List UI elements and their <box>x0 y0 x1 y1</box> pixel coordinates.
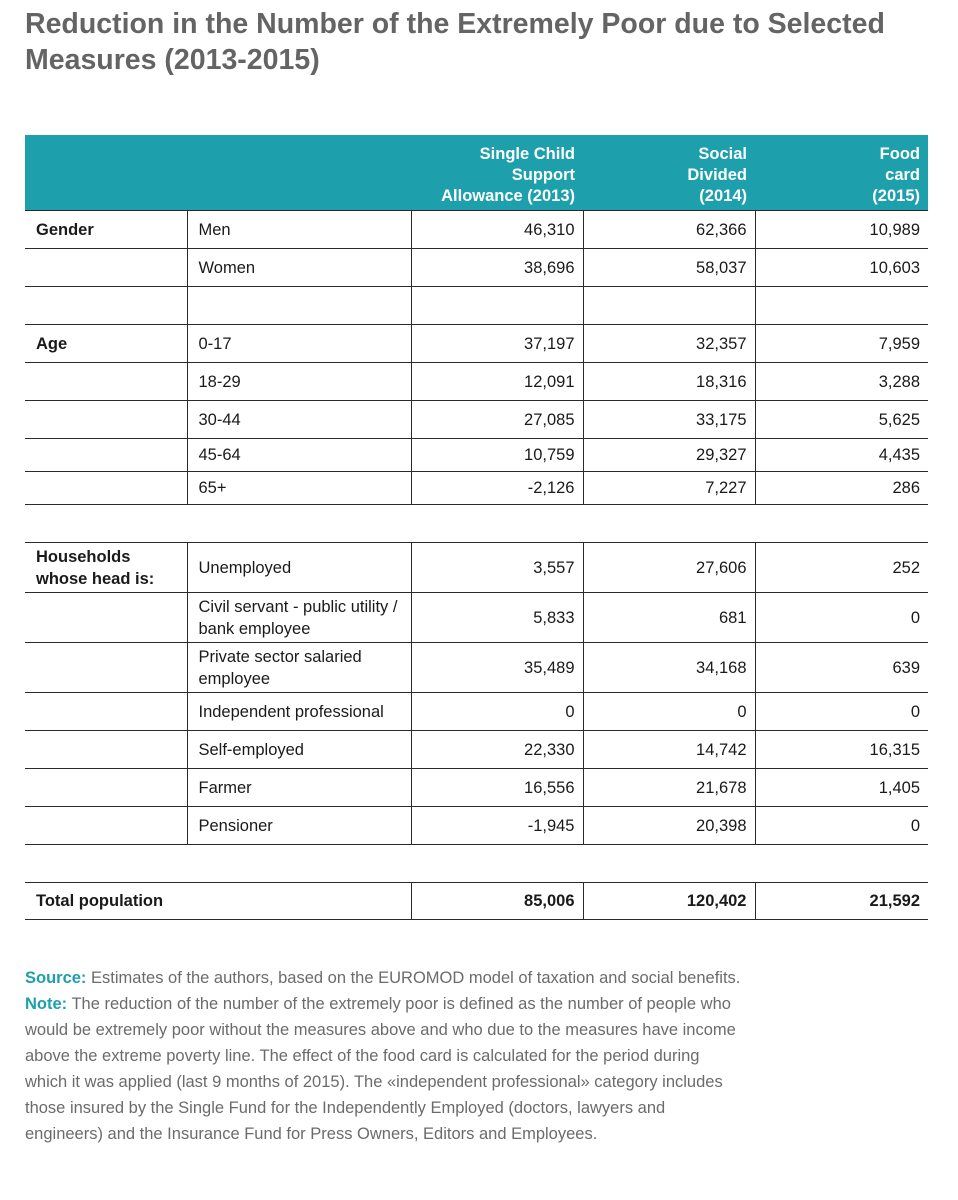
value-cell: 18,316 <box>583 363 755 401</box>
row-group <box>25 807 187 845</box>
table-row <box>25 472 928 505</box>
value-cell: 4,435 <box>755 439 928 472</box>
value-cell: 27,085 <box>411 401 583 439</box>
value-cell: 0 <box>755 807 928 845</box>
total-value: 21,592 <box>755 883 928 920</box>
section-spacer <box>25 845 928 883</box>
value-cell: 16,315 <box>755 731 928 769</box>
value-cell: 10,989 <box>755 211 928 249</box>
row-group <box>25 693 187 731</box>
value-cell: 286 <box>755 472 928 505</box>
source-text: Estimates of the authors, based on the EUROMOD model of taxation and social benefits. <box>91 969 741 987</box>
note-text: The reduction of the number of the extremely poor is defined as the number of people who would be extremely poor without the measures above and who due to the measures have income above the extreme poverty line. The effect of the food card is calculated for the period during which it was applied (last 9 months of 2015). The «independent professional» category includes those insured by the Single Fund for the Independently Employed (doctors, lawyers and engineers) and the Insurance Fund for Press Owners, Editors and Employees. <box>25 995 736 1143</box>
row-label: Unemployed <box>187 543 411 593</box>
value-cell: 33,175 <box>583 401 755 439</box>
table-row <box>25 249 928 287</box>
source-note <box>25 965 745 991</box>
value-cell: -1,945 <box>411 807 583 845</box>
header-col-2: Social Divided (2014) <box>583 135 755 211</box>
table-row <box>25 693 928 731</box>
source-label: Source: <box>25 969 87 987</box>
value-cell: 21,678 <box>583 769 755 807</box>
header-group <box>25 135 187 211</box>
row-label: 30-44 <box>187 401 411 439</box>
row-label: Farmer <box>187 769 411 807</box>
total-label: Total population <box>25 883 411 920</box>
value-cell: 62,366 <box>583 211 755 249</box>
row-label: Independent professional <box>187 693 411 731</box>
row-label <box>187 287 411 325</box>
value-cell: 3,288 <box>755 363 928 401</box>
note-label: Note: <box>25 995 68 1013</box>
value-cell: 22,330 <box>411 731 583 769</box>
table-row <box>25 401 928 439</box>
row-label: Women <box>187 249 411 287</box>
row-label: Civil servant - public utility / bank employee <box>187 593 411 643</box>
header-col-1: Single Child Support Allowance (2013) <box>411 135 583 211</box>
value-cell <box>411 287 583 325</box>
section-spacer <box>25 505 928 543</box>
row-label: Self-employed <box>187 731 411 769</box>
page-title: Reduction in the Number of the Extremely Poor due to Selected Measures (2013-2015) <box>25 8 885 76</box>
value-cell: -2,126 <box>411 472 583 505</box>
table-row <box>25 543 928 593</box>
row-label: 18-29 <box>187 363 411 401</box>
row-group <box>25 363 187 401</box>
total-value: 85,006 <box>411 883 583 920</box>
total-value: 120,402 <box>583 883 755 920</box>
row-group <box>25 731 187 769</box>
row-label: 65+ <box>187 472 411 505</box>
data-table <box>25 135 928 920</box>
value-cell: 46,310 <box>411 211 583 249</box>
table-row <box>25 731 928 769</box>
row-group <box>25 439 187 472</box>
value-cell: 252 <box>755 543 928 593</box>
value-cell: 29,327 <box>583 439 755 472</box>
table-row <box>25 439 928 472</box>
row-label: Pensioner <box>187 807 411 845</box>
value-cell: 58,037 <box>583 249 755 287</box>
value-cell: 38,696 <box>411 249 583 287</box>
value-cell: 10,603 <box>755 249 928 287</box>
row-label: 0-17 <box>187 325 411 363</box>
value-cell: 3,557 <box>411 543 583 593</box>
header-col-3: Food card (2015) <box>755 135 928 211</box>
value-cell: 639 <box>755 643 928 693</box>
value-cell: 20,398 <box>583 807 755 845</box>
value-cell: 0 <box>755 693 928 731</box>
value-cell: 34,168 <box>583 643 755 693</box>
table-row <box>25 593 928 643</box>
row-group <box>25 769 187 807</box>
value-cell: 32,357 <box>583 325 755 363</box>
value-cell: 27,606 <box>583 543 755 593</box>
row-group: Households whose head is: <box>25 543 187 593</box>
value-cell: 0 <box>755 593 928 643</box>
value-cell: 35,489 <box>411 643 583 693</box>
row-label: Private sector salaried employee <box>187 643 411 693</box>
value-cell <box>583 287 755 325</box>
row-group: Gender <box>25 211 187 249</box>
row-group: Age <box>25 325 187 363</box>
value-cell <box>755 287 928 325</box>
value-cell: 16,556 <box>411 769 583 807</box>
value-cell: 7,959 <box>755 325 928 363</box>
row-group <box>25 472 187 505</box>
value-cell: 5,625 <box>755 401 928 439</box>
row-group <box>25 287 187 325</box>
value-cell: 0 <box>411 693 583 731</box>
table-row <box>25 363 928 401</box>
notes-block <box>25 965 745 1147</box>
table-row <box>25 807 928 845</box>
row-label: Men <box>187 211 411 249</box>
row-group <box>25 249 187 287</box>
value-cell: 0 <box>583 693 755 731</box>
header-category <box>187 135 411 211</box>
row-label: 45-64 <box>187 439 411 472</box>
row-group <box>25 593 187 643</box>
total-row <box>25 883 928 920</box>
value-cell: 37,197 <box>411 325 583 363</box>
row-group <box>25 401 187 439</box>
table-row <box>25 769 928 807</box>
table-header-row <box>25 135 928 211</box>
value-cell: 14,742 <box>583 731 755 769</box>
value-cell: 681 <box>583 593 755 643</box>
note-paragraph <box>25 991 745 1147</box>
row-group <box>25 643 187 693</box>
value-cell: 5,833 <box>411 593 583 643</box>
table-row-empty <box>25 287 928 325</box>
table-row <box>25 325 928 363</box>
value-cell: 1,405 <box>755 769 928 807</box>
value-cell: 12,091 <box>411 363 583 401</box>
value-cell: 10,759 <box>411 439 583 472</box>
table-row <box>25 211 928 249</box>
table-row <box>25 643 928 693</box>
value-cell: 7,227 <box>583 472 755 505</box>
